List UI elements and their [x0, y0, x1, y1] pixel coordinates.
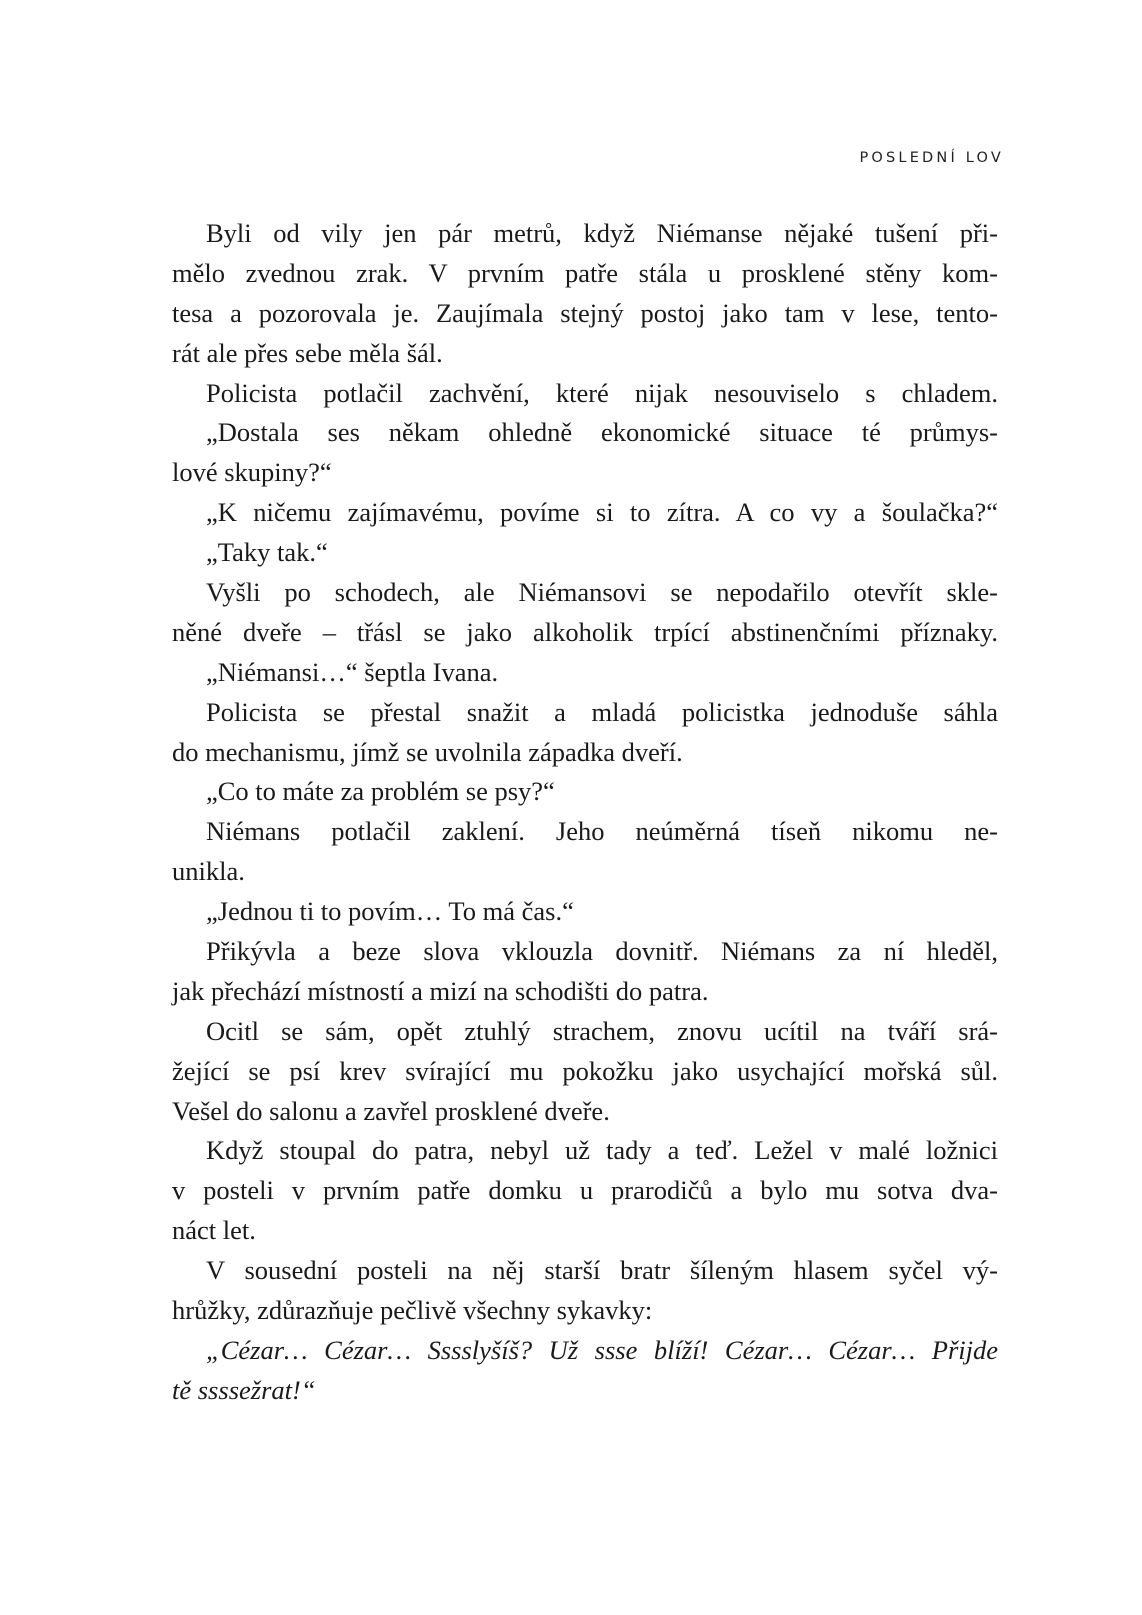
text-line: lové skupiny?“: [172, 457, 332, 488]
text-line: do mechanismu, jímž se uvolnila západka dveří.: [172, 736, 683, 767]
text-line: unikla.: [172, 856, 245, 887]
text-line: tě ssssežrat!“: [172, 1374, 316, 1405]
text-line: Přikývla a beze slova vklouzla dovnitř. Niémans za ní hleděl,: [206, 936, 998, 967]
text-line: Policista se přestal snažit a mladá policistka jednoduše sáhla: [206, 696, 998, 727]
text-line: Ocitl se sám, opět ztuhlý strachem, znovu ucítil na tváří srá-: [206, 1015, 998, 1046]
text-line: Byli od vily jen pár metrů, když Niémanse nějaké tušení při-: [206, 218, 998, 248]
text-line: Policista potlačil zachvění, které nijak nesouviselo s chladem.: [206, 377, 998, 408]
text-line: „Jednou ti to povím… To má čas.“: [206, 896, 574, 927]
text-line: něné dveře – třásl se jako alkoholik trpící abstinenčními příznaky.: [172, 616, 998, 647]
body-text: [172, 214, 998, 1411]
text-line: „Dostala ses někam ohledně ekonomické situace té průmys-: [206, 417, 998, 448]
running-head-title: POSLEDNÍ LOV: [859, 150, 1004, 166]
text-line: rát ale přes sebe měla šál.: [172, 337, 443, 368]
text-line: „Niémansi…“ šeptla Ivana.: [206, 656, 499, 687]
text-line: hrůžky, zdůrazňuje pečlivě všechny sykavky:: [172, 1295, 653, 1326]
text-line: jak přechází místností a mizí na schodišti do patra.: [172, 975, 709, 1006]
text-line: Niémans potlačil zaklení. Jeho neúměrná tíseň nikomu ne-: [206, 816, 998, 847]
text-line: Vešel do salonu a zavřel prosklené dveře.: [172, 1095, 610, 1126]
text-line: žející se psí krev svírající mu pokožku jako usychající mořská sůl.: [172, 1055, 998, 1086]
text-line: „K ničemu zajímavému, povíme si to zítra. A co vy a šoulačka?“: [206, 497, 998, 528]
text-line: Vyšli po schodech, ale Niémansovi se nepodařilo otevřít skle-: [206, 577, 998, 608]
text-line: „Cézar… Cézar… Sssslyšíš? Už ssse blíží! Cézar… Cézar… Přijde: [206, 1334, 998, 1365]
text-line: V sousední posteli na něj starší bratr šíleným hlasem syčel vý-: [206, 1255, 998, 1286]
text-line: náct let.: [172, 1215, 256, 1246]
text-line: „Taky tak.“: [206, 537, 328, 568]
text-line: v posteli v prvním patře domku u prarodičů a bylo mu sotva dva-: [172, 1175, 998, 1206]
text-line: Když stoupal do patra, nebyl už tady a teď. Ležel v malé ložnici: [206, 1135, 998, 1166]
text-line: tesa a pozorovala je. Zaujímala stejný postoj jako tam v lese, tento-: [172, 297, 998, 328]
text-line: „Co to máte za problém se psy?“: [206, 776, 555, 807]
text-line: mělo zvednou zrak. V prvním patře stála u prosklené stěny kom-: [172, 257, 998, 288]
